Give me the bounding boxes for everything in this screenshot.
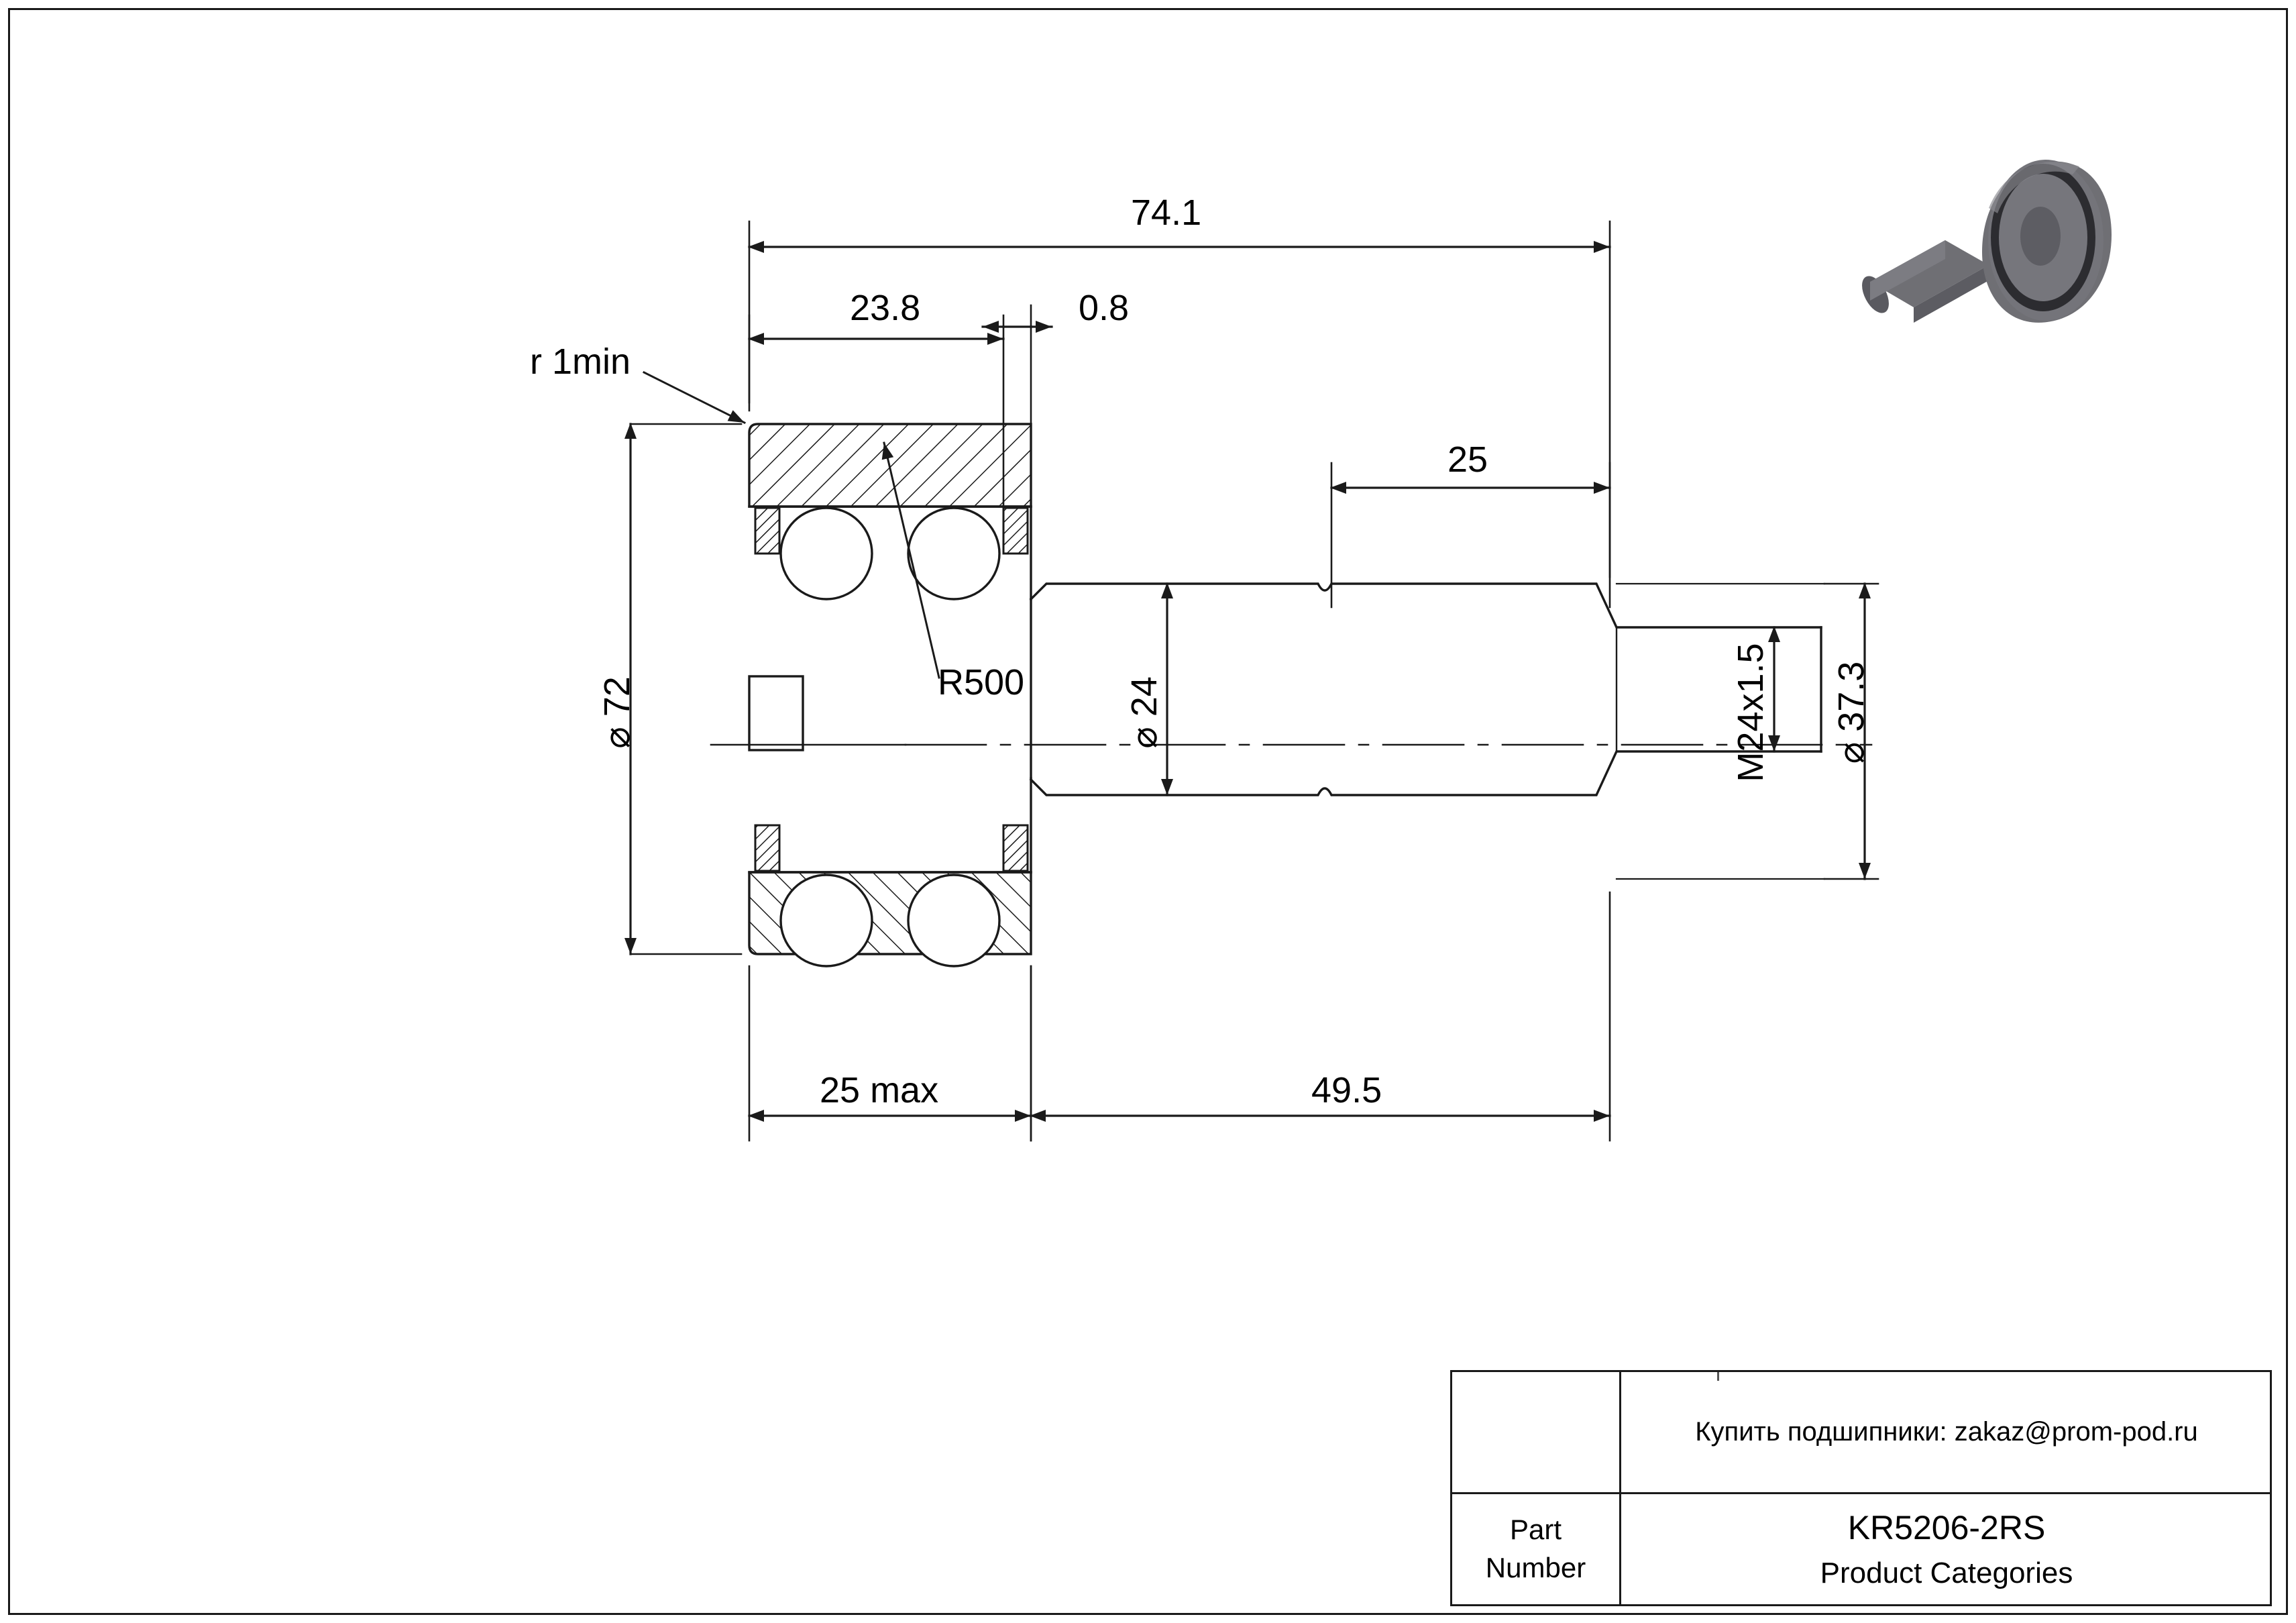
contact-email-note: Купить подшипники: zakaz@prom-pod.ru <box>1695 1417 2198 1447</box>
part-number-value-cell <box>1623 1494 2270 1604</box>
titleblock-note-left-cell <box>1452 1372 1621 1492</box>
leader-corner-radius <box>644 372 745 423</box>
dim-label-thread-length: 25 <box>1447 439 1488 480</box>
part-number-label <box>1452 1494 1621 1604</box>
part-number-label-line2: Number <box>1485 1552 1586 1583</box>
seal-lower-left <box>755 825 779 871</box>
dim-label-roller-width-inner: 23.8 <box>850 288 921 328</box>
dim-roller-outer-diameter <box>631 424 741 954</box>
left-flat-detail <box>749 676 803 750</box>
part-number-label-line1: Part <box>1509 1514 1562 1546</box>
iso-stud-shank <box>1857 240 1989 323</box>
seal-lower-right <box>1003 825 1028 871</box>
titleblock <box>1450 1370 2272 1606</box>
product-categories-link[interactable]: Product Categories <box>1820 1557 2073 1589</box>
dim-label-flange-diameter: ⌀ 37.3 <box>1831 661 1871 764</box>
titleblock-note-row <box>1452 1372 2270 1494</box>
isometric-preview <box>1845 127 2180 409</box>
dim-thread-length <box>1331 463 1610 607</box>
dim-roller-width-max <box>749 966 1031 1141</box>
ball-upper-left <box>781 508 872 599</box>
dim-label-roller-outer-diameter: ⌀ 72 <box>597 676 637 749</box>
dim-overall-length <box>749 221 1610 577</box>
dim-label-stud-length: 49.5 <box>1311 1070 1382 1110</box>
seal-upper-right <box>1003 508 1028 554</box>
ball-upper-right <box>908 508 999 599</box>
dim-label-roller-width-max: 25 max <box>820 1070 939 1110</box>
ball-lower-right <box>908 875 999 966</box>
seal-upper-left <box>755 508 779 554</box>
dim-label-overall-length: 74.1 <box>1131 193 1202 233</box>
titleblock-part-row <box>1452 1494 2270 1604</box>
dim-label-stud-shank-diameter: ⌀ 24 <box>1124 676 1164 749</box>
dim-label-crown-radius: R500 <box>938 662 1025 702</box>
iso-roller-body <box>1982 154 2112 323</box>
dim-label-corner-radius: r 1min <box>530 342 631 382</box>
part-number-value: KR5206-2RS <box>1847 1509 2046 1547</box>
dim-label-thread-spec: M24x1.5 <box>1731 643 1771 782</box>
ball-lower-left <box>781 875 872 966</box>
dim-label-seal-gap: 0.8 <box>1079 288 1130 328</box>
